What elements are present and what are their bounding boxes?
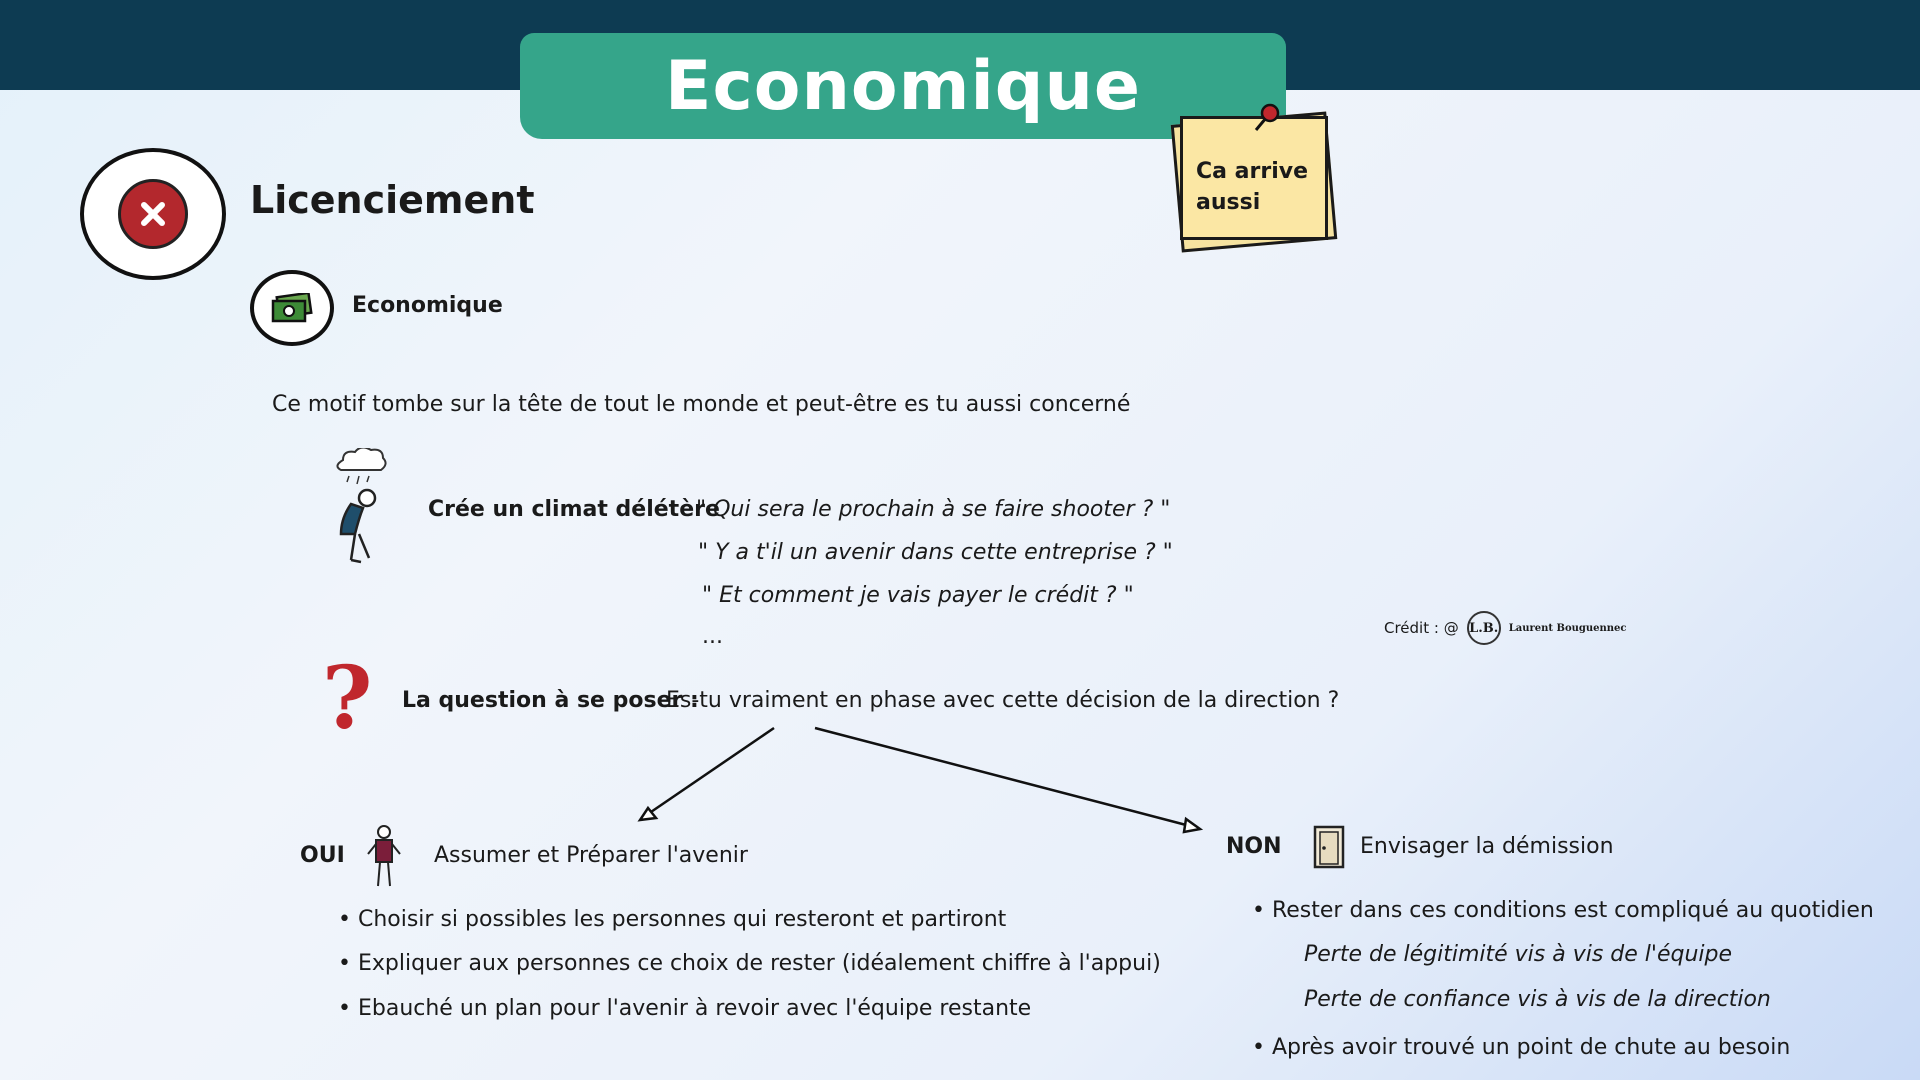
intro-text: Ce motif tombe sur la tête de tout le monde et peut-être es tu aussi concerné — [272, 392, 1131, 417]
non-item-2: • Après avoir trouvé un point de chute au besoin — [1252, 1035, 1791, 1060]
note-text: Ca arrive aussi — [1196, 159, 1308, 215]
oui-item-3: • Ebauché un plan pour l'avenir à revoir avec l'équipe restante — [338, 996, 1032, 1021]
quote-2: " Y a t'il un avenir dans cette entreprise ? " — [698, 540, 1173, 565]
oui-title: Assumer et Préparer l'avenir — [434, 843, 748, 868]
oui-item-2: • Expliquer aux personnes ce choix de rester (idéalement chiffre à l'appui) — [338, 951, 1161, 976]
quote-ellipsis: ... — [702, 624, 723, 649]
non-label: NON — [1226, 834, 1282, 859]
page-title: Licenciement — [250, 178, 535, 222]
quote-3: " Et comment je vais payer le crédit ? " — [702, 583, 1134, 608]
question-text: Es-tu vraiment en phase avec cette décision de la direction ? — [666, 688, 1340, 713]
person-icon — [364, 822, 404, 890]
credit-label: Crédit : @ — [1384, 619, 1459, 637]
oui-label: OUI — [300, 843, 345, 868]
non-sub-1: Perte de légitimité vis à vis de l'équipe — [1304, 942, 1733, 967]
question-label: La question à se poser : — [402, 688, 699, 713]
door-icon — [1312, 824, 1346, 870]
question-mark-icon: ? — [322, 648, 373, 749]
banner-title: Economique — [665, 46, 1141, 126]
non-item-1: • Rester dans ces conditions est compliqué au quotidien — [1252, 898, 1874, 923]
quote-1: " Qui sera le prochain à se faire shooter ? " — [696, 497, 1171, 522]
subtitle: Economique — [352, 293, 503, 318]
credit-name: Laurent Bouguennec — [1508, 622, 1627, 634]
oui-item-1: • Choisir si possibles les personnes qui resteront et partiront — [338, 907, 1007, 932]
credit-initials: L.B. — [1467, 611, 1501, 645]
climat-label: Crée un climat délétère — [428, 497, 720, 522]
non-title: Envisager la démission — [1360, 834, 1614, 859]
non-sub-2: Perte de confiance vis à vis de la direction — [1304, 987, 1771, 1012]
